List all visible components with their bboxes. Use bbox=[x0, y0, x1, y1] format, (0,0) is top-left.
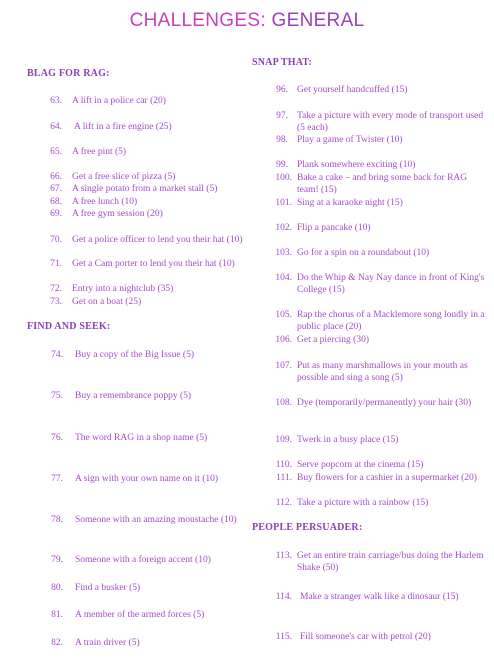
challenge-text: Buy a copy of the Big Issue (5) bbox=[75, 350, 194, 360]
challenge-number: 109. bbox=[275, 435, 292, 445]
challenge-text: Get a Cam porter to lend you their hat (10) bbox=[72, 259, 235, 269]
challenge-number: 69. bbox=[50, 209, 62, 219]
title-part-2: GENERAL bbox=[271, 10, 365, 31]
challenge-number: 102. bbox=[275, 223, 292, 233]
challenge-number: 64. bbox=[50, 122, 62, 132]
challenge-text: Rap the chorus of a Macklemore song loudly in a public place (20) bbox=[297, 310, 485, 332]
challenge-number: 115. bbox=[275, 632, 292, 642]
challenge-number: 105. bbox=[275, 310, 292, 320]
challenge-text: Plank somewhere exciting (10) bbox=[297, 160, 416, 170]
challenge-text: Get a piercing (30) bbox=[297, 335, 370, 345]
challenge-text: Go for a spin on a roundabout (10) bbox=[297, 248, 430, 258]
section-heading-blag-for-rag: BLAG FOR RAG: bbox=[27, 68, 110, 79]
challenge-number: 97. bbox=[276, 111, 288, 121]
challenge-number: 98. bbox=[276, 135, 288, 145]
challenge-text: Get a free slice of pizza (5) bbox=[72, 172, 176, 182]
challenge-number: 103. bbox=[275, 248, 292, 258]
challenge-text: Play a game of Twister (10) bbox=[297, 135, 403, 145]
challenge-number: 76. bbox=[51, 433, 63, 443]
challenge-text: Serve popcorn at the cinema (15) bbox=[297, 460, 424, 470]
challenge-number: 96. bbox=[276, 85, 288, 95]
section-heading-find-and-seek: FIND AND SEEK: bbox=[27, 321, 111, 332]
challenge-text: Sing at a karaoke night (15) bbox=[297, 198, 403, 208]
challenge-number: 74. bbox=[51, 350, 63, 360]
challenge-text: Entry into a nightclub (35) bbox=[72, 284, 174, 294]
challenge-text: Find a busker (5) bbox=[75, 583, 141, 593]
challenge-number: 82. bbox=[51, 638, 63, 648]
challenge-number: 99. bbox=[276, 160, 288, 170]
challenge-text: A sign with your own name on it (10) bbox=[75, 474, 219, 484]
challenge-text: Dye (temporarily/permanently) your hair (30) bbox=[297, 398, 472, 408]
challenge-number: 106. bbox=[275, 335, 292, 345]
challenge-text: Fill someone's car with petrol (20) bbox=[300, 632, 431, 642]
page-title bbox=[0, 10, 494, 32]
challenge-number: 63. bbox=[50, 96, 62, 106]
challenge-text: A single potato from a market stall (5) bbox=[72, 184, 218, 194]
challenge-text: A lift in a fire engine (25) bbox=[74, 122, 172, 132]
challenge-number: 78. bbox=[51, 515, 63, 525]
challenge-number: 68. bbox=[50, 197, 62, 207]
challenge-number: 101. bbox=[275, 198, 292, 208]
challenge-text: Get yourself handcuffed (15) bbox=[297, 85, 408, 95]
challenge-number: 112. bbox=[275, 498, 292, 508]
challenge-number: 81. bbox=[51, 610, 63, 620]
challenge-number: 80. bbox=[51, 583, 63, 593]
challenge-text: Make a stranger walk like a dinosaur (15) bbox=[300, 592, 459, 602]
challenge-number: 108. bbox=[275, 398, 292, 408]
title-part-1: CHALLENGES: bbox=[129, 10, 266, 31]
challenge-text: The word RAG in a shop name (5) bbox=[75, 433, 208, 443]
challenge-text: Get an entire train carriage/bus doing the Harlem Shake (50) bbox=[297, 551, 484, 573]
challenge-number: 111. bbox=[276, 473, 292, 483]
challenge-text: Take a picture with a rainbow (15) bbox=[297, 498, 429, 508]
challenge-number: 66. bbox=[50, 172, 62, 182]
challenge-number: 114. bbox=[275, 592, 292, 602]
challenge-text: Get on a boat (25) bbox=[72, 297, 142, 307]
challenge-text: Do the Whip & Nay Nay dance in front of King's College (15) bbox=[297, 273, 485, 295]
challenge-text: A free gym session (20) bbox=[72, 209, 163, 219]
challenge-number: 107. bbox=[275, 361, 292, 371]
challenge-text: Put as many marshmallows in your mouth as possible and sing a song (5) bbox=[297, 361, 468, 383]
challenge-number: 113. bbox=[275, 551, 292, 561]
challenge-number: 110. bbox=[275, 460, 292, 470]
challenge-text: A train driver (5) bbox=[75, 638, 140, 648]
challenge-text: A free pint (5) bbox=[72, 147, 127, 157]
challenge-text: Bake a cake – and bring some back for RAG team! (15) bbox=[297, 173, 468, 195]
challenge-number: 70. bbox=[50, 235, 62, 245]
challenge-number: 79. bbox=[51, 555, 63, 565]
challenge-text: Someone with a foreign accent (10) bbox=[75, 555, 211, 565]
challenge-text: Take a picture with every mode of transport used (5 each) bbox=[297, 111, 484, 133]
challenge-text: Get a police officer to lend you their hat (10) bbox=[72, 235, 243, 245]
challenge-number: 72. bbox=[50, 284, 62, 294]
challenge-number: 104. bbox=[275, 273, 292, 283]
challenge-number: 100. bbox=[275, 173, 292, 183]
challenge-text: Buy flowers for a cashier in a supermarket (20) bbox=[297, 473, 477, 483]
challenge-text: Twerk in a busy place (15) bbox=[297, 435, 399, 445]
challenge-number: 65. bbox=[50, 147, 62, 157]
section-heading-people-persuader: PEOPLE PERSUADER: bbox=[252, 522, 363, 533]
challenge-text: A member of the armed forces (5) bbox=[75, 610, 205, 620]
challenge-text: A free lunch (10) bbox=[72, 197, 138, 207]
challenge-number: 77. bbox=[51, 474, 63, 484]
challenge-text: Buy a remembrance poppy (5) bbox=[75, 391, 192, 401]
challenge-text: A lift in a police car (20) bbox=[72, 96, 166, 106]
challenge-text: Someone with an amazing moustache (10) bbox=[75, 515, 237, 525]
challenge-number: 67. bbox=[50, 184, 62, 194]
challenge-number: 71. bbox=[50, 259, 62, 269]
challenge-number: 73. bbox=[50, 297, 62, 307]
challenge-text: Flip a pancake (10) bbox=[297, 223, 371, 233]
section-heading-snap-that: SNAP THAT: bbox=[252, 57, 313, 68]
challenge-number: 75. bbox=[51, 391, 63, 401]
